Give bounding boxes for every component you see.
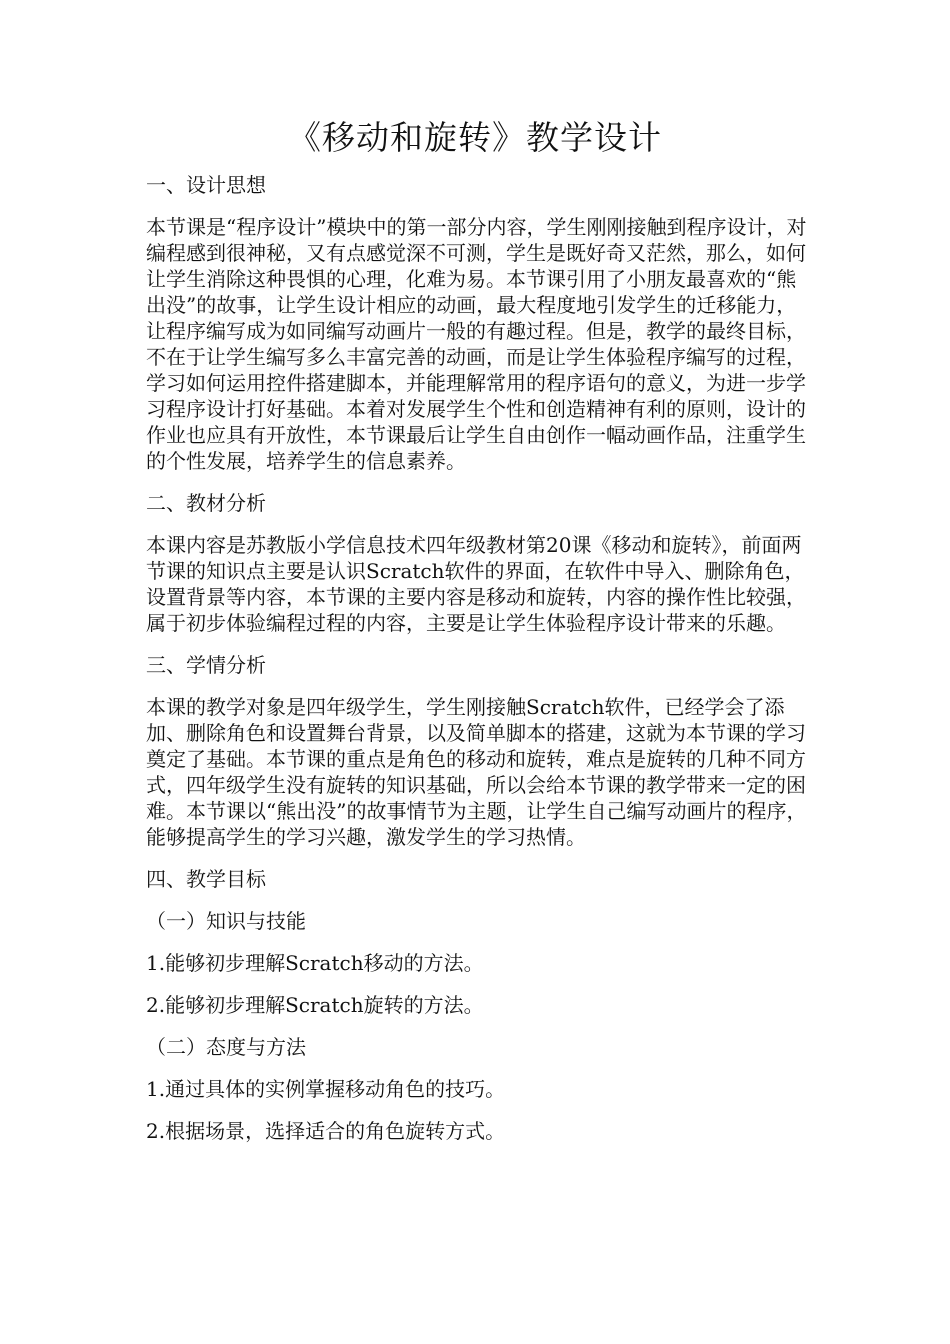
section-heading-design-idea: 一、设计思想: [146, 173, 266, 197]
section-heading-teaching-goals: 四、教学目标: [146, 867, 266, 891]
goal-item: 2.能够初步理解Scratch旋转的方法。: [146, 993, 484, 1017]
goal-item: 2.根据场景，选择适合的角色旋转方式。: [146, 1119, 506, 1143]
goal-item: 1.能够初步理解Scratch移动的方法。: [146, 951, 484, 975]
document-title: 《移动和旋转》教学设计: [288, 118, 662, 157]
section-paragraph-student-analysis: 本课的教学对象是四年级学生，学生刚接触Scratch软件，已经学会了添加、删除角色和设置舞台背景，以及简单脚本的搭建，这就为本节课的学习奠定了基础。本节课的重点是角色的移动和旋转，难点是旋转的几种不同方式，四年级学生没有旋转的知识基础，所以会给本节课的教学带来一定的困难。本节课以“熊出没”的故事情节为主题，让学生自己编写动画片的程序，能够提高学生的学习兴趣，激发学生的学习热情。: [146, 695, 807, 849]
section-paragraph-design-idea: 本节课是“程序设计”模块中的第一部分内容，学生刚刚接触到程序设计，对编程感到很神秘，又有点感觉深不可测，学生是既好奇又茫然，那么，如何让学生消除这种畏惧的心理，化难为易。本节课引用了小朋友最喜欢的“熊出没”的故事，让学生设计相应的动画，最大程度地引发学生的迁移能力，让程序编写成为如同编写动画片一般的有趣过程。但是，教学的最终目标，不在于让学生编写多么丰富完善的动画，而是让学生体验程序编写的过程，学习如何运用控件搭建脚本，并能理解常用的程序语句的意义，为进一步学习程序设计打好基础。本着对发展学生个性和创造精神有利的原则，设计的作业也应具有开放性，本节课最后让学生自由创作一幅动画作品，注重学生的个性发展，培养学生的信息素养。: [146, 215, 807, 473]
section-paragraph-material-analysis: 本课内容是苏教版小学信息技术四年级教材第20课《移动和旋转》，前面两节课的知识点主要是认识Scratch软件的界面，在软件中导入、删除角色，设置背景等内容，本节课的主要内容是移动和旋转，内容的操作性比较强，属于初步体验编程过程的内容，主要是让学生体验程序设计带来的乐趣。: [146, 533, 806, 635]
goal-item: 1.通过具体的实例掌握移动角色的技巧。: [146, 1077, 506, 1101]
document-body: [146, 172, 810, 1160]
goal-subheading-knowledge-skills: （一）知识与技能: [146, 909, 306, 933]
section-heading-student-analysis: 三、学情分析: [146, 653, 266, 677]
section-heading-material-analysis: 二、教材分析: [146, 491, 266, 515]
goal-subheading-attitude-methods: （二）态度与方法: [146, 1035, 306, 1059]
